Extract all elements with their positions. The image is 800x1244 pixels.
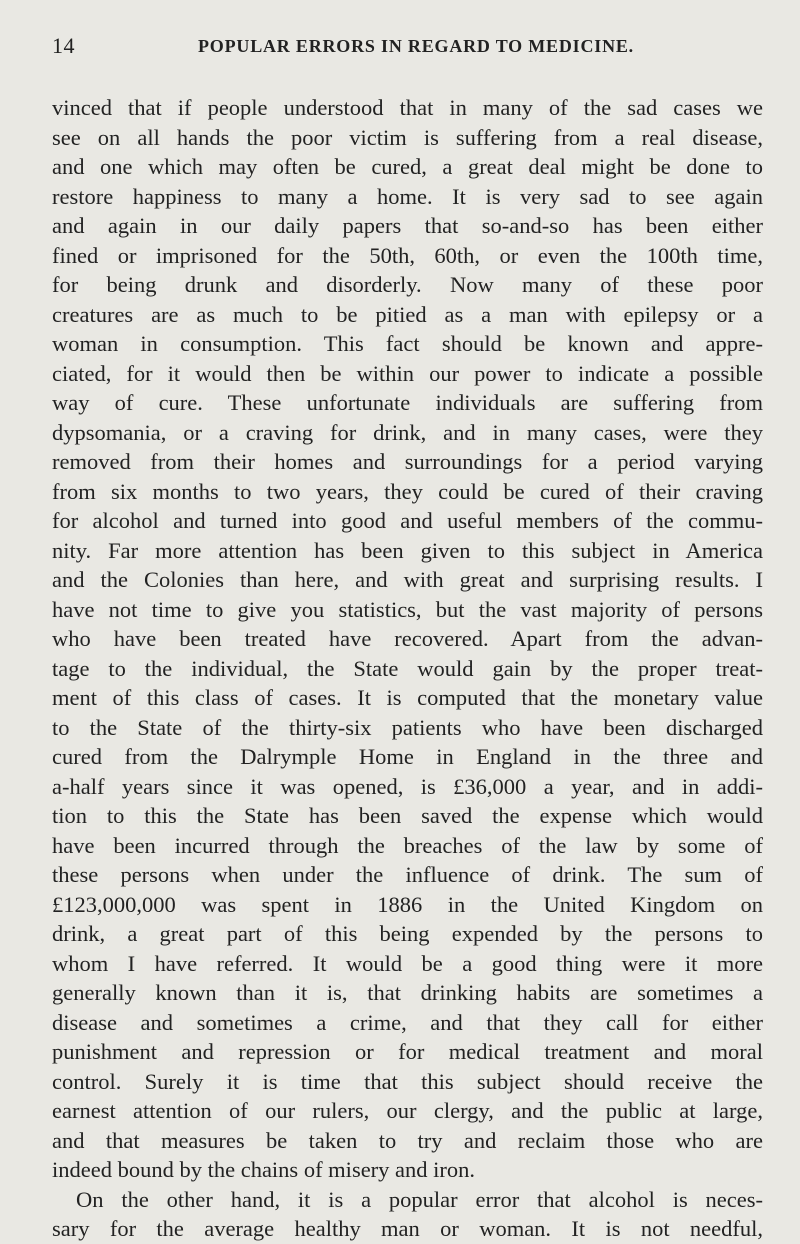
text-line: and one which may often be cured, a great deal might be done to — [52, 154, 763, 179]
body-text — [52, 93, 763, 1244]
text-line: for being drunk and disorderly. Now many of these poor — [52, 272, 763, 297]
text-line: cured from the Dalrymple Home in England in the three and — [52, 744, 763, 769]
text-line: a-half years since it was opened, is £36,000 a year, and in addi- — [52, 773, 763, 799]
text-line: have been incurred through the breaches of the law by some of — [52, 832, 763, 858]
text-line: whom I have referred. It would be a good thing were it more — [52, 950, 763, 976]
text-line: from six months to two years, they could be cured of their craving — [52, 478, 763, 504]
text-line: control. Surely it is time that this subject should receive the — [52, 1068, 763, 1094]
text-line: tage to the individual, the State would gain by the proper treat- — [52, 655, 763, 681]
text-line: who have been treated have recovered. Apart from the advan- — [52, 626, 763, 651]
text-line: generally known than it is, that drinking habits are sometimes a — [52, 980, 763, 1005]
text-line: removed from their homes and surroundings for a period varying — [52, 449, 763, 474]
page-number: 14 — [52, 33, 75, 58]
text-line: and that measures be taken to try and reclaim those who are — [52, 1127, 763, 1153]
text-line: sary for the average healthy man or woman. It is not needful, — [52, 1216, 763, 1241]
text-line: creatures are as much to be pitied as a man with epilepsy or a — [52, 301, 763, 327]
text-line: ment of this class of cases. It is computed that the monetary value — [52, 685, 763, 710]
text-line: and again in our daily papers that so-and-so has been either — [52, 213, 763, 238]
text-line: restore happiness to many a home. It is very sad to see again — [52, 183, 763, 209]
text-line: see on all hands the poor victim is suffering from a real disease, — [52, 124, 763, 150]
text-line: disease and sometimes a crime, and that they call for either — [52, 1009, 763, 1035]
text-line: punishment and repression or for medical treatment and moral — [52, 1039, 763, 1064]
text-line: £123,000,000 was spent in 1886 in the United Kingdom on — [52, 891, 763, 917]
text-line: On the other hand, it is a popular error that alcohol is neces- — [76, 1186, 763, 1212]
running-title: POPULAR ERRORS IN REGARD TO MEDICINE. — [198, 36, 634, 56]
text-line: vinced that if people understood that in many of the sad cases we — [52, 95, 763, 120]
text-line: drink, a great part of this being expended by the persons to — [52, 921, 763, 946]
text-line: and the Colonies than here, and with great and surprising results. I — [52, 567, 763, 592]
running-head — [52, 30, 760, 62]
text-line: dypsomania, or a craving for drink, and in many cases, were they — [52, 419, 763, 445]
text-line: for alcohol and turned into good and useful members of the commu- — [52, 508, 763, 533]
text-line: indeed bound by the chains of misery and iron. — [52, 1157, 476, 1182]
text-line: ciated, for it would then be within our power to indicate a possible — [52, 360, 763, 386]
text-line: earnest attention of our rulers, our clergy, and the public at large, — [52, 1098, 763, 1123]
text-line: fined or imprisoned for the 50th, 60th, or even the 100th time, — [52, 242, 763, 268]
text-line: tion to this the State has been saved the expense which would — [52, 803, 763, 828]
text-line: woman in consumption. This fact should be known and appre- — [52, 331, 763, 356]
text-line: have not time to give you statistics, but the vast majority of persons — [52, 596, 763, 622]
text-line: way of cure. These unfortunate individuals are suffering from — [52, 390, 763, 415]
text-line: to the State of the thirty-six patients who have been discharged — [52, 714, 763, 740]
text-line: these persons when under the influence of drink. The sum of — [52, 862, 763, 887]
text-line: nity. Far more attention has been given to this subject in America — [52, 537, 763, 563]
